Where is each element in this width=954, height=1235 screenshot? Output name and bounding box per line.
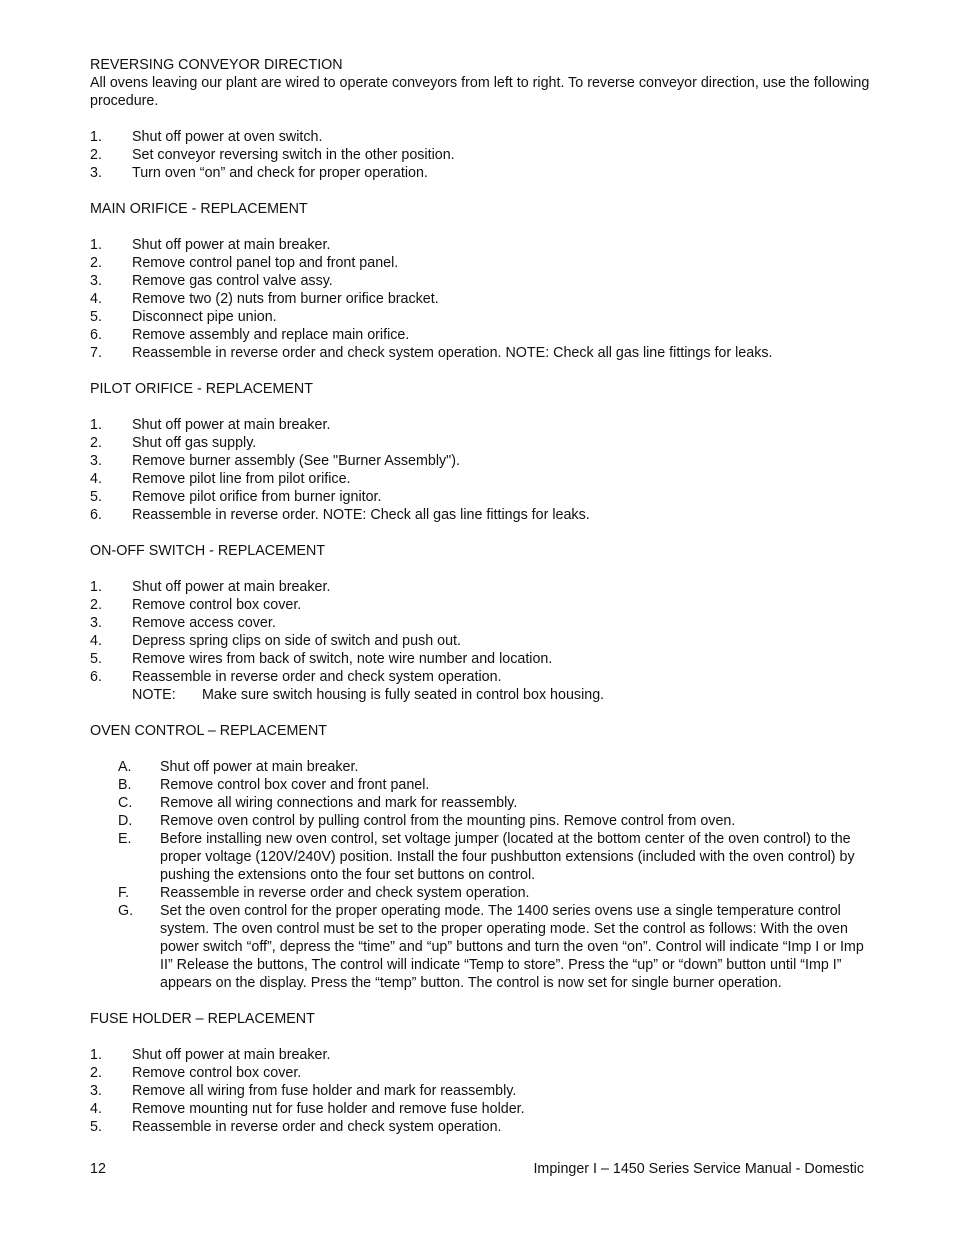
list-item: 2. Remove control panel top and front panel. [90, 255, 399, 271]
manual-page [90, 56, 870, 1136]
note-label: NOTE: [132, 687, 176, 703]
list-item: 4. Remove two (2) nuts from burner orifice bracket. [90, 291, 439, 307]
list-item: 1. Shut off power at oven switch. [90, 129, 323, 145]
list-item: 4. Remove mounting nut for fuse holder and remove fuse holder. [90, 1101, 525, 1117]
list-item: 3. Remove all wiring from fuse holder and mark for reassembly. [90, 1083, 517, 1099]
section-intro-reversing: All ovens leaving our plant are wired to operate conveyors from left to right. To reverse conveyor direction, use the following procedure. [90, 75, 870, 109]
list-item: 2. Set conveyor reversing switch in the other position. [90, 147, 455, 163]
section-heading-oven-control: OVEN CONTROL – REPLACEMENT [90, 723, 328, 739]
list-item: C. Remove all wiring connections and mark for reassembly. [118, 795, 518, 811]
list-item: F. Reassemble in reverse order and check system operation. [118, 885, 530, 901]
list-item: 6. Reassemble in reverse order. NOTE: Check all gas line fittings for leaks. [90, 507, 590, 523]
list-item: 6. Remove assembly and replace main orifice. [90, 327, 410, 343]
list-item: 1. Shut off power at main breaker. [90, 1047, 331, 1063]
list-item: 7. Reassemble in reverse order and check system operation. NOTE: Check all gas line fittings for leaks. [90, 345, 773, 361]
list-item: 3. Remove burner assembly (See "Burner Assembly"). [90, 453, 460, 469]
list-item: G. Set the oven control for the proper operating mode. The 1400 series ovens use a single temperature control system. The oven control must be set to the proper operating mode. Set the control as follows: With the oven power switch “off”, depress the “time” and “up” buttons and turn the oven “on”. Control will indicate “Imp I or Imp II” Release the buttons, The control will indicate “Temp to store”. Press the “up” or “down” button until “Imp I” appears on the display. Press the “temp” button. The control is now set for single burner operation. [118, 903, 864, 991]
page-number: 12 [90, 1161, 106, 1177]
list-item: 5. Remove wires from back of switch, note wire number and location. [90, 651, 553, 667]
section-heading-main-orifice: MAIN ORIFICE - REPLACEMENT [90, 201, 308, 217]
list-item: 4. Depress spring clips on side of switch and push out. [90, 633, 462, 649]
list-item: 3. Turn oven “on” and check for proper operation. [90, 165, 428, 181]
note [90, 686, 870, 704]
list-item: 5. Disconnect pipe union. [90, 309, 277, 325]
list-item: 2. Remove control box cover. [90, 1065, 302, 1081]
list-item: 5. Reassemble in reverse order and check system operation. [90, 1119, 502, 1135]
list-item: A. Shut off power at main breaker. [118, 759, 359, 775]
list-item: 6. Reassemble in reverse order and check system operation. [90, 669, 502, 685]
section-heading-pilot-orifice: PILOT ORIFICE - REPLACEMENT [90, 381, 313, 397]
list-item: 1. Shut off power at main breaker. [90, 579, 331, 595]
list-item: D. Remove oven control by pulling control from the mounting pins. Remove control from oven. [118, 813, 736, 829]
note-text: Make sure switch housing is fully seated in control box housing. [202, 687, 605, 703]
list-item: B. Remove control box cover and front panel. [118, 777, 430, 793]
section-heading-fuse-holder: FUSE HOLDER – REPLACEMENT [90, 1011, 315, 1027]
list-item: 3. Remove gas control valve assy. [90, 273, 333, 289]
footer-title: Impinger I – 1450 Series Service Manual - Domestic [533, 1161, 864, 1177]
list-item: 5. Remove pilot orifice from burner ignitor. [90, 489, 382, 505]
section-heading-reversing: REVERSING CONVEYOR DIRECTION [90, 57, 343, 73]
list-item: 3. Remove access cover. [90, 615, 276, 631]
list-item: 1. Shut off power at main breaker. [90, 237, 331, 253]
list-item: 4. Remove pilot line from pilot orifice. [90, 471, 351, 487]
list-item: 2. Shut off gas supply. [90, 435, 257, 451]
list-item: 2. Remove control box cover. [90, 597, 302, 613]
section-heading-onoff-switch: ON-OFF SWITCH - REPLACEMENT [90, 543, 326, 559]
list-item: 1. Shut off power at main breaker. [90, 417, 331, 433]
list-item: E. Before installing new oven control, set voltage jumper (located at the bottom center of the oven control) to the proper voltage (120V/240V) position. Install the four pushbutton extensions (included with the oven control) by pushing the extensions onto the four set buttons on control. [118, 831, 855, 883]
